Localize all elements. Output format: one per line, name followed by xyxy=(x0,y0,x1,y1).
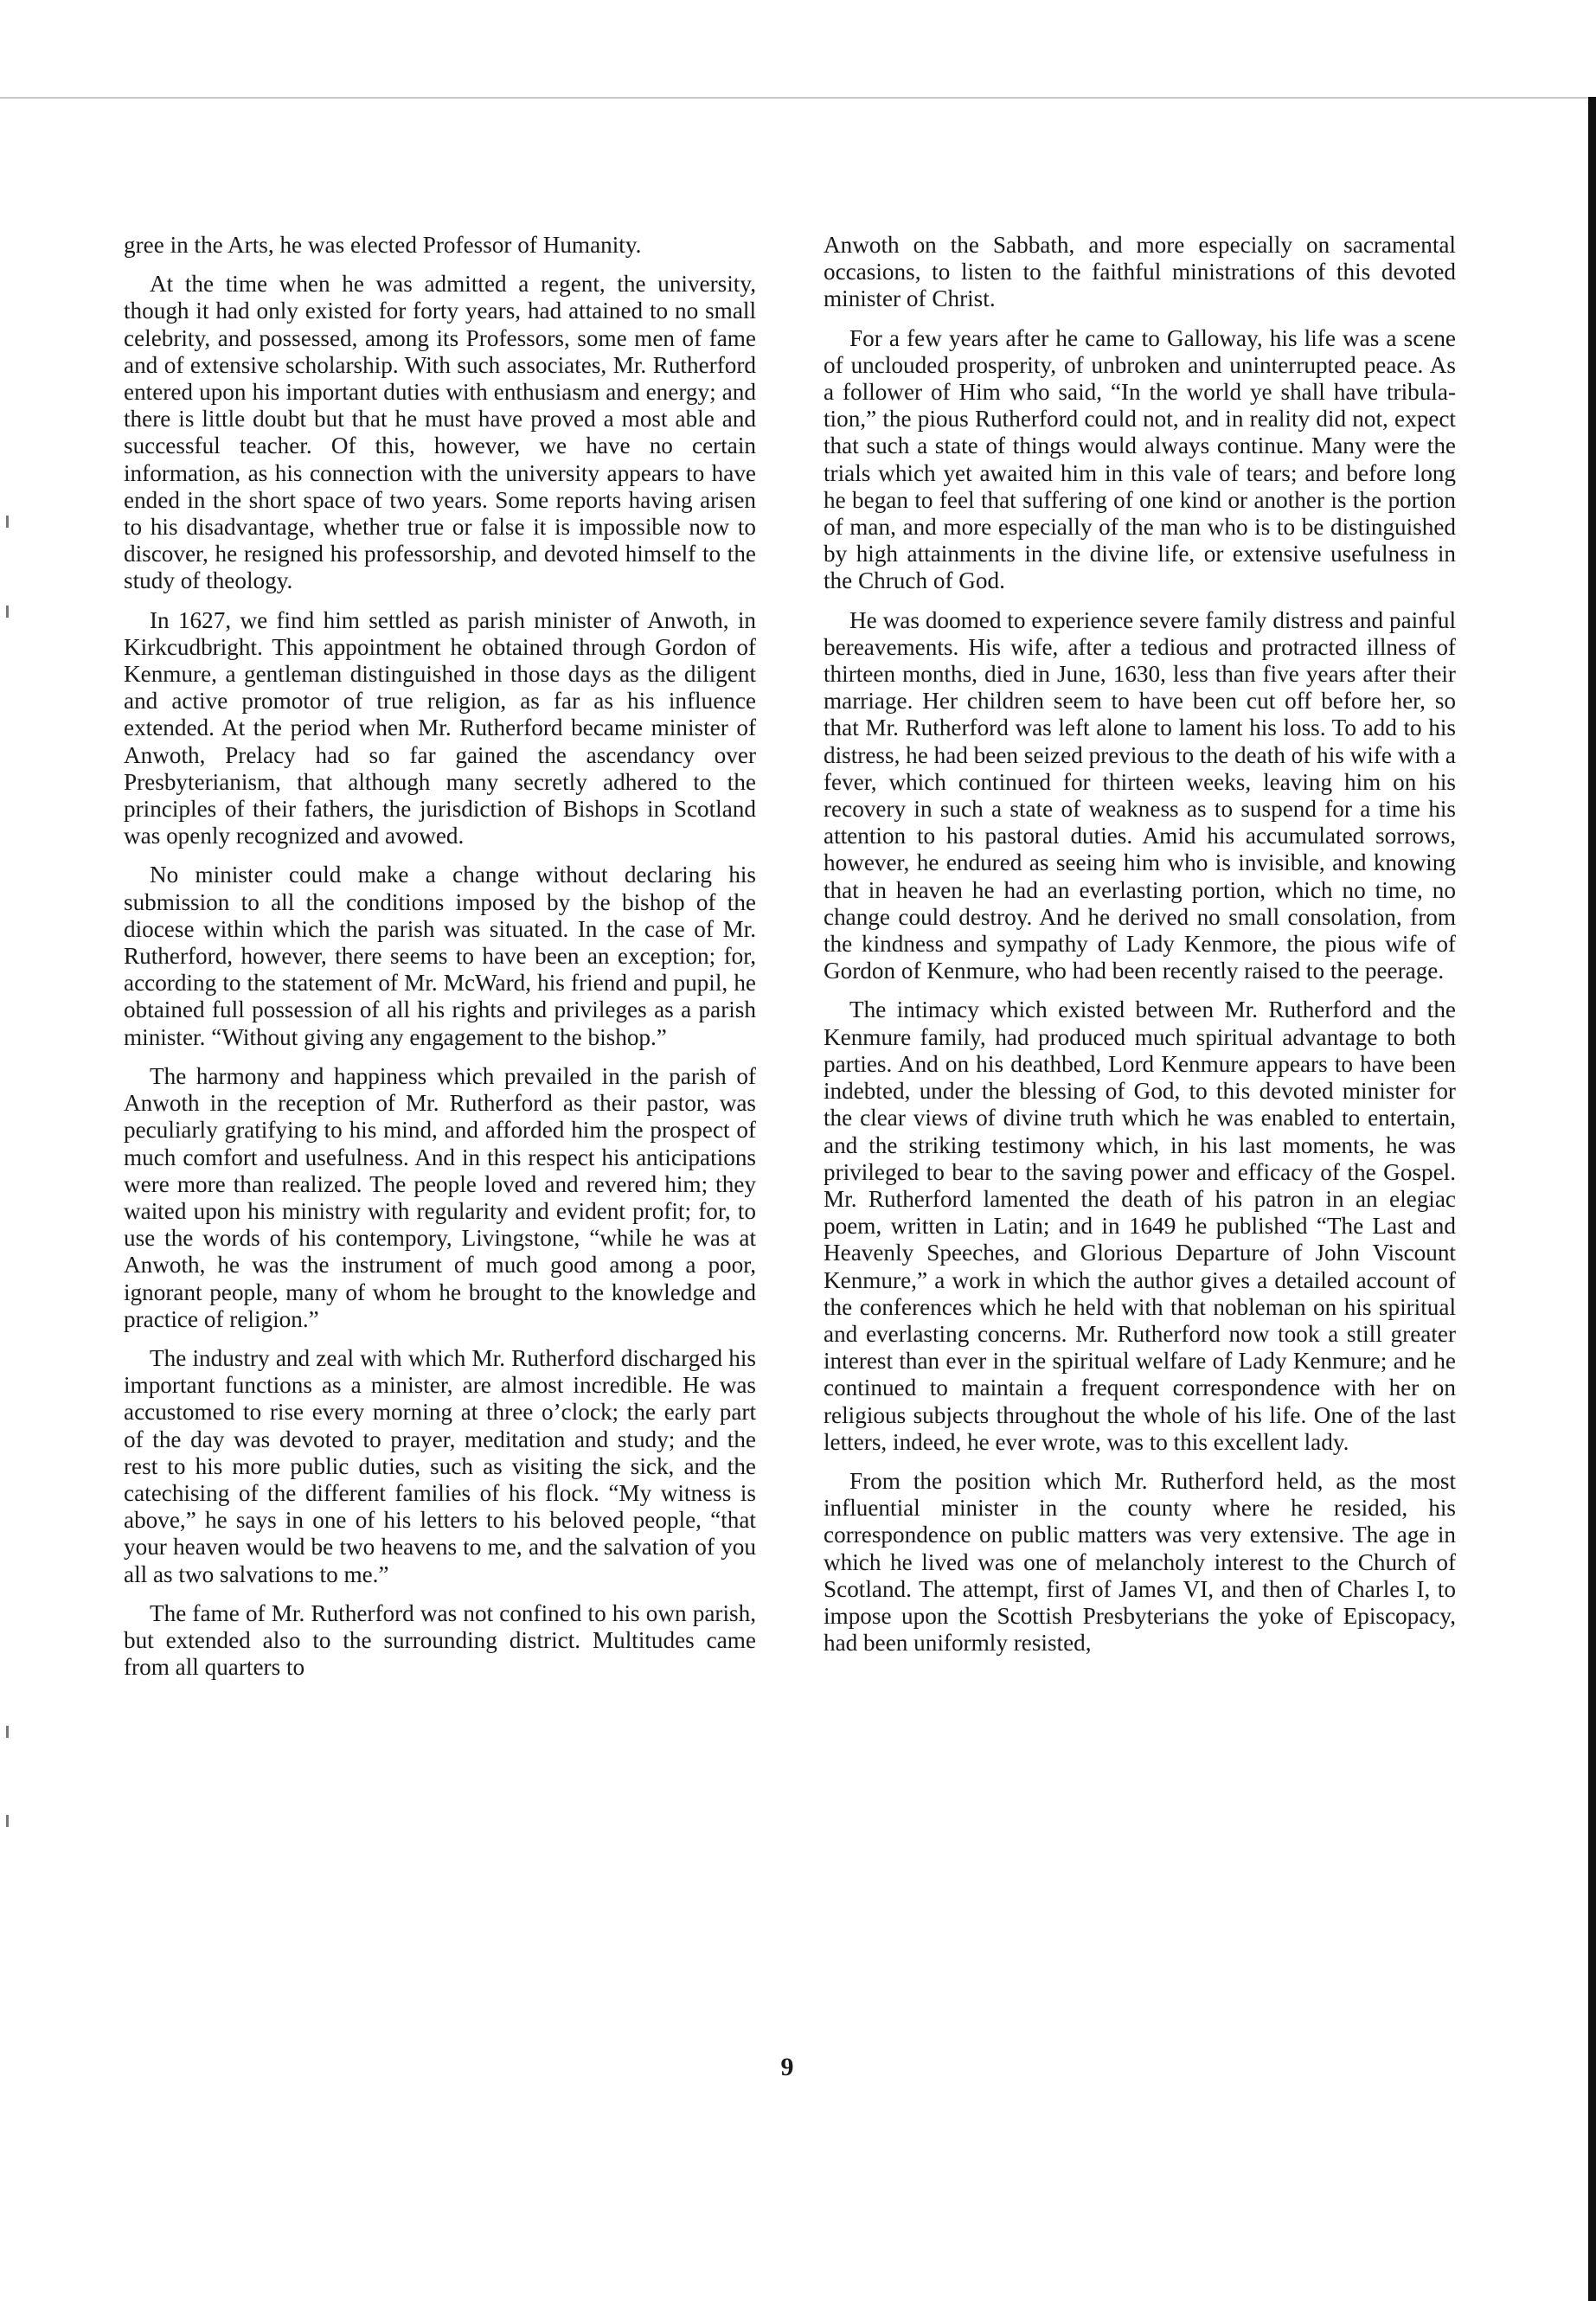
scan-edge-top xyxy=(0,97,1596,99)
paragraph: gree in the Arts, he was elected Professor of Humanity. xyxy=(124,232,642,258)
paragraph: For a few years after he came to Galloway, his life was a scene of unclouded prosperity, of unbroken and uninterrupted peace. As a follower of Him who said, “In the world ye shall have tribulation,” the pious Rutherford could not, and in reality did not, expect that such a state of things would always continue. Many were the trials which yet awaited him in this vale of tears; and before long he began to feel that suffering of one kind or another is the portion of man, and more especially of the man who is to be distinguished by high attainments in the divine life, or extensive usefulness in the Chruch of God. xyxy=(824,324,1456,594)
page-number: 9 xyxy=(780,2053,794,2081)
left-text-column xyxy=(124,232,756,1693)
paragraph: From the position which Mr. Rutherford held, as the most influential minister in the county where he resided, his correspondence on public matters was very extensive. The age in which he lived was one of melancholy interest to the Church of Scotland. The attempt, first of James VI, and then of Charles I, to impose upon the Scottish Presbyterians the yoke of Episcopacy, had been uniformly resisted, xyxy=(824,1467,1456,1657)
scan-edge-right xyxy=(1588,97,1596,2301)
paragraph: The intimacy which existed between Mr. Rutherford and the Kenmure family, had produced much spiritual advantage to both parties. And on his deathbed, Lord Kenmure appears to have been indebted, under the blessing of God, to this devoted minister for the clear views of divine truth which he was enabled to entertain, and the striking testimony which, in his last moments, he was privileged to bear to the saving power and efficacy of the Gospel. Mr. Rutherford lamented the death of his patron in an elegiac poem, written in Latin; and in 1649 he published “The Last and Heavenly Speeches, and Glorious Departure of John Viscount Kenmure,” a work in which the author gives a detailed account of the conferences which he held with that nobleman on his spiritual and everlasting concerns. Mr. Rutherford now took a still greater interest than ever in the spiritual welfare of Lady Kenmure; and he continued to maintain a frequent correspondence with her on religious subjects throughout the whole of his life. One of the last letters, indeed, he ever wrote, was to this excellent lady. xyxy=(824,997,1456,1455)
right-text-column xyxy=(824,232,1456,1669)
scan-mark xyxy=(6,516,9,528)
scan-mark xyxy=(6,1815,9,1827)
paragraph: The fame of Mr. Rutherford was not confined to his own parish, but extended also to the surrounding district. Multitudes came from all quarters to xyxy=(124,1599,756,1681)
paragraph: Anwoth on the Sabbath, and more especially on sacramental occasions, to listen to the faithful ministrations of this devoted minister of Christ. xyxy=(824,232,1456,312)
paragraph: No minister could make a change without declaring his submission to all the conditions imposed by the bishop of the diocese within which the parish was situated. In the case of Mr. Rutherford, however, there seems to have been an exception; for, according to the statement of Mr. McWard, his friend and pupil, he obtained full possession of all his rights and privileges as a parish minister. “Without giving any engagement to the bishop.” xyxy=(124,862,756,1050)
paragraph: The industry and zeal with which Mr. Rutherford discharged his important functions as a minister, are almost incredible. He was accustomed to rise every morning at three o’clock; the early part of the day was devoted to prayer, meditation and study; and the rest to his more public duties, such as visiting the sick, and the catechising of the different families of his flock. “My witness is above,” he says in one of his letters to his beloved people, “that your heaven would be two heavens to me, and the salvation of you all as two salvations to me.” xyxy=(124,1344,756,1587)
scan-mark xyxy=(6,1726,9,1738)
paragraph: He was doomed to experience severe family distress and painful bereavements. His wife, after a tedious and protracted illness of thirteen months, died in June, 1630, less than five years after their marriage. Her children seem to have been cut off before her, so that Mr. Rutherford was left alone to lament his loss. To add to his distress, he had been seized previous to the death of his wife with a fever, which continued for thirteen weeks, leaving him on his recovery in such a state of weakness as to suspend for a time his attention to his pastoral duties. Amid his accumulated sorrows, however, he endured as seeing him who is invisible, and knowing that in heaven he had an everlasting portion, which no time, no change could destroy. And he derived no small consolation, from the kindness and sympathy of Lady Kenmore, the pious wife of Gordon of Kenmure, who had been recently raised to the peerage. xyxy=(824,606,1456,984)
paragraph: The harmony and happiness which prevailed in the parish of Anwoth in the reception of Mr. Rutherford as their pastor, was peculiarly gratifying to his mind, and afforded him the prospect of much comfort and usefulness. And in this respect his anticipations were more than realized. The people loved and revered him; they waited upon his ministry with regularity and evident profit; for, to use the words of his contempory, Livingstone, “while he was at Anwoth, he was the instrument of much good among a poor, ignorant people, many of whom he brought to the knowledge and practice of religion.” xyxy=(124,1062,756,1332)
scan-mark xyxy=(6,606,9,618)
paragraph: At the time when he was admitted a regent, the university, though it had only existed for forty years, had attained to no small celebrity, and possessed, among its Professors, some men of fame and of extensive scholarship. With such associates, Mr. Rutherford entered upon his important duties with enthusiasm and energy; and there is little doubt but that he must have proved a most able and successful teacher. Of this, however, we have no certain information, as his connection with the university appears to have ended in the short space of two years. Some reports having arisen to his disadvantage, whether true or false it is impossible now to discover, he resigned his professorship, and devoted himself to the study of theology. xyxy=(124,271,756,594)
paragraph: In 1627, we find him settled as parish minister of Anwoth, in Kirkcudbright. This appointment he obtained through Gordon of Kenmure, a gentleman distinguished in those days as the diligent and active promotor of true religion, as far as his influence extended. At the period when Mr. Rutherford became minister of Anwoth, Prelacy had so far gained the ascendancy over Presbyterianism, that although many secretly adhered to the principles of their fathers, the jurisdiction of Bishops in Scotland was openly recognized and avowed. xyxy=(124,606,756,849)
